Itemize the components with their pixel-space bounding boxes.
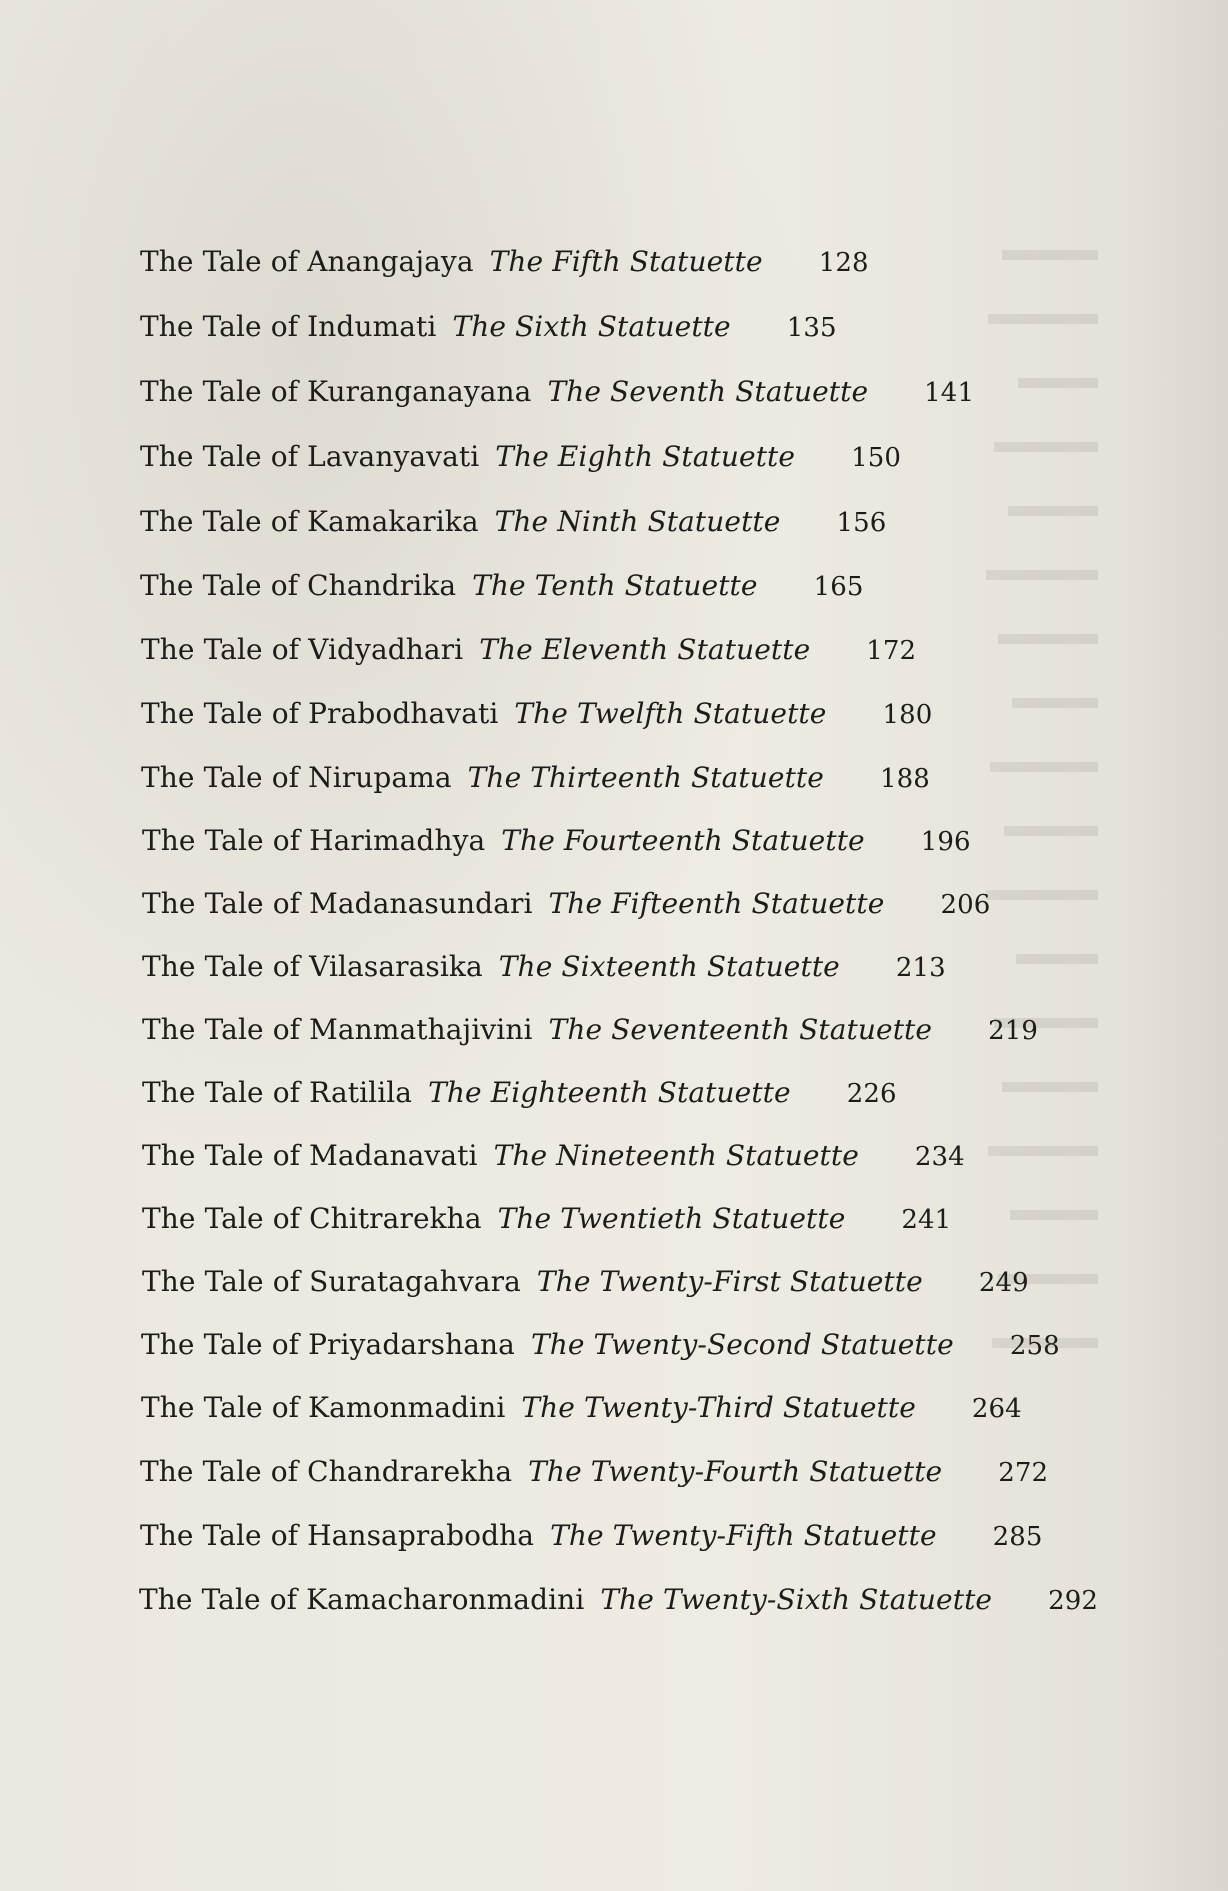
contents-entry <box>140 504 886 541</box>
page-number: 258 <box>1009 1331 1060 1361</box>
tale-title: The Tale of Nirupama <box>141 761 452 794</box>
page-number: 165 <box>813 572 864 602</box>
tale-title: The Tale of Madanasundari <box>142 887 533 920</box>
statuette-title: The Fifth Statuette <box>489 245 763 278</box>
contents-entry <box>142 1138 965 1175</box>
contents-entry <box>140 568 864 605</box>
statuette-title: The Tenth Statuette <box>472 569 758 602</box>
tale-title: The Tale of Madanavati <box>142 1139 478 1172</box>
page-number: 264 <box>971 1394 1022 1424</box>
page-number: 172 <box>866 636 917 666</box>
tale-title: The Tale of Lavanyavati <box>140 440 480 473</box>
page-number: 249 <box>978 1268 1029 1298</box>
contents-entry <box>140 309 837 346</box>
contents-entry <box>142 823 971 860</box>
tale-title: The Tale of Harimadhya <box>142 824 486 857</box>
contents-entry <box>140 1518 1043 1555</box>
statuette-title: The Fifteenth Statuette <box>548 887 885 920</box>
tale-title: The Tale of Ratilila <box>142 1076 413 1109</box>
tale-title: The Tale of Indumati <box>140 310 437 343</box>
tale-title: The Tale of Manmathajivini <box>142 1013 533 1046</box>
page-number: 128 <box>818 248 869 278</box>
tale-title: The Tale of Kamacharonmadini <box>139 1583 585 1616</box>
contents-entry <box>141 632 916 669</box>
statuette-title: The Fourteenth Statuette <box>501 824 865 857</box>
contents-entry <box>140 244 869 281</box>
statuette-title: The Twenty-First Statuette <box>536 1265 923 1298</box>
statuette-title: The Twelfth Statuette <box>514 697 827 730</box>
page-number: 156 <box>836 508 887 538</box>
tale-title: The Tale of Anangajaya <box>140 245 474 278</box>
page-number: 234 <box>914 1142 965 1172</box>
statuette-title: The Eighth Statuette <box>495 440 796 473</box>
tale-title: The Tale of Chandrarekha <box>140 1455 513 1488</box>
statuette-title: The Eleventh Statuette <box>479 633 811 666</box>
tale-title: The Tale of Vidyadhari <box>141 633 464 666</box>
statuette-title: The Twenty-Fifth Statuette <box>550 1519 937 1552</box>
statuette-title: The Eighteenth Statuette <box>428 1076 791 1109</box>
tale-title: The Tale of Prabodhavati <box>141 697 499 730</box>
contents-entry <box>141 1390 1022 1427</box>
statuette-title: The Seventeenth Statuette <box>548 1013 933 1046</box>
page-number: 196 <box>920 827 971 857</box>
statuette-title: The Twenty-Second Statuette <box>530 1328 954 1361</box>
tale-title: The Tale of Kuranganayana <box>140 375 532 408</box>
page-number: 241 <box>901 1205 952 1235</box>
statuette-title: The Nineteenth Statuette <box>493 1139 859 1172</box>
statuette-title: The Twenty-Third Statuette <box>521 1391 916 1424</box>
statuette-title: The Twentieth Statuette <box>497 1202 846 1235</box>
contents-entry <box>140 439 901 476</box>
page-number: 206 <box>940 890 991 920</box>
page-number: 219 <box>988 1016 1039 1046</box>
statuette-title: The Ninth Statuette <box>494 505 781 538</box>
tale-title: The Tale of Chitrarekha <box>142 1202 482 1235</box>
contents-entry <box>142 1201 951 1238</box>
contents-entry <box>141 696 932 733</box>
page-number: 141 <box>924 378 975 408</box>
statuette-title: The Sixteenth Statuette <box>498 950 840 983</box>
statuette-title: The Sixth Statuette <box>452 310 731 343</box>
page-number: 292 <box>1048 1586 1099 1616</box>
page-number: 272 <box>998 1458 1049 1488</box>
tale-title: The Tale of Priyadarshana <box>141 1328 515 1361</box>
page-number: 135 <box>786 313 837 343</box>
statuette-title: The Twenty-Fourth Statuette <box>528 1455 943 1488</box>
statuette-title: The Thirteenth Statuette <box>467 761 824 794</box>
contents-entry <box>142 1075 897 1112</box>
contents-entry <box>142 1012 1038 1049</box>
tale-title: The Tale of Suratagahvara <box>142 1265 521 1298</box>
page-number: 188 <box>879 764 930 794</box>
page-number: 285 <box>992 1522 1043 1552</box>
page-number: 180 <box>882 700 933 730</box>
contents-entry <box>141 1327 1060 1364</box>
contents-entry <box>142 949 946 986</box>
statuette-title: The Seventh Statuette <box>547 375 869 408</box>
page-number: 226 <box>846 1079 897 1109</box>
contents-entry <box>141 760 930 797</box>
contents-entry <box>142 886 990 923</box>
page-number: 150 <box>851 443 902 473</box>
contents-entry <box>139 1582 1098 1619</box>
tale-title: The Tale of Chandrika <box>140 569 457 602</box>
contents-entry <box>140 1454 1048 1491</box>
tale-title: The Tale of Hansaprabodha <box>140 1519 535 1552</box>
statuette-title: The Twenty-Sixth Statuette <box>600 1583 993 1616</box>
page-number: 213 <box>895 953 946 983</box>
contents-entry <box>140 374 974 411</box>
contents-entry <box>142 1264 1029 1301</box>
tale-title: The Tale of Vilasarasika <box>142 950 483 983</box>
tale-title: The Tale of Kamonmadini <box>141 1391 506 1424</box>
tale-title: The Tale of Kamakarika <box>140 505 479 538</box>
